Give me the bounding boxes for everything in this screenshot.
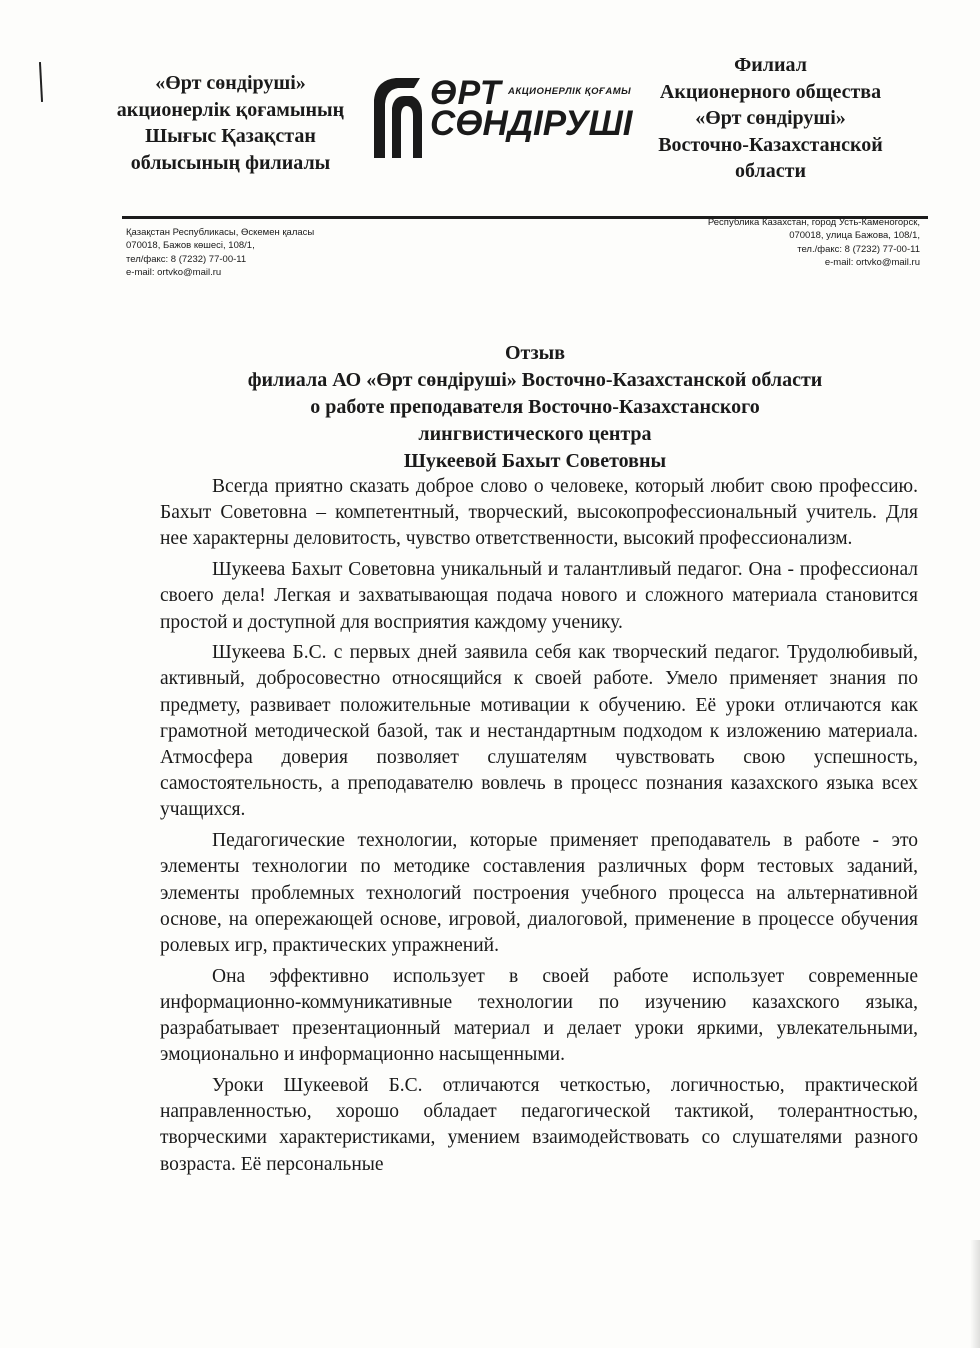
- address-line: тел/факс: 8 (7232) 77-00-11: [126, 253, 247, 265]
- title-line: филиала АО «Өрт сөндіруші» Восточно-Казахстанской области: [247, 369, 823, 391]
- header-right-line: Восточно-Казахстанской: [658, 133, 883, 156]
- address-email: e-mail: ortvko@mail.ru: [126, 266, 222, 278]
- logo-tagline: АКЦИОНЕРЛІК ҚОҒАМЫ: [508, 86, 632, 97]
- title-line: о работе преподавателя Восточно-Казахстанского: [310, 396, 760, 418]
- header-right-line: «Өрт сөндіруші»: [695, 107, 846, 129]
- body-paragraph: Шукеева Б.С. с первых дней заявила себя как творческий педагог. Трудолюбивый, активный, добросовестно относящийся к своей работе. Умело применяет знания по предмету, развивает положительные мотивации к обучению. Её уроки отличаются как грамотной методической базой, так и нестандартным подходом к изложению материала. Атмосфера доверия позволяет слушателям чувствовать свою успешность, самостоятельность, а преподавателю вовлечь в процесс познания казахского языка всех учащихся.: [160, 642, 918, 821]
- header-left-line: «Өрт сөндіруші»: [155, 72, 306, 94]
- letter-body: [160, 474, 918, 1182]
- body-paragraph: Всегда приятно сказать доброе слово о человеке, который любит свою профессию. Бахыт Советовна – компетентный, творческий, высокопрофессиональный учитель. Для нее характерны деловитость, чувство ответственности, высокий профессионализм.: [160, 476, 918, 550]
- header-russian-block: [628, 52, 913, 185]
- header-right-line: Филиал: [734, 54, 807, 76]
- title-line: Отзыв: [504, 342, 566, 364]
- body-paragraph: Шукеева Бахыт Советовна уникальный и талантливый педагог. Она - профессионал своего дела! Легкая и захватывающая подача нового и сложного материала становится простой и доступной для восприятия каждому ученику.: [160, 559, 918, 633]
- address-russian: [620, 216, 920, 269]
- title-line: лингвистического центра: [418, 423, 652, 445]
- header-left-line: Шығыс Қазақстан: [145, 125, 316, 147]
- header-right-line: Акционерного общества: [659, 80, 882, 103]
- company-logo: [368, 74, 636, 162]
- address-line: Республика Казахстан, город Усть-Каменогорск,: [707, 217, 920, 228]
- header-kazakh-block: [88, 70, 373, 176]
- header-right-line: области: [735, 160, 806, 182]
- logo-word-1: ӨРТ: [430, 74, 502, 112]
- logo-word-2: СӨНДІРУШІ: [430, 104, 633, 143]
- address-line: 070018, улица Бажова, 108/1,: [789, 230, 920, 242]
- header-left-line: акционерлік қоғамының: [116, 98, 345, 121]
- address-email: e-mail: ortvko@mail.ru: [824, 256, 920, 268]
- body-paragraph: Она эффективно использует в своей работе использует современные информационно-коммуникативные технологии по изучению казахского языка, разрабатывает презентационный материал и делает уроки яркими, увлекательными, эмоционально и информационно насыщенными.: [160, 965, 918, 1066]
- scan-edge-shadow: [970, 1240, 980, 1348]
- flame-arch-icon: [368, 74, 430, 160]
- document-title: [120, 340, 950, 475]
- body-paragraph: Уроки Шукеевой Б.С. отличаются четкостью, логичностью, практической направленностью, хорошо обладает педагогической тактикой, толерантностью, творческими характеристиками, умением взаимодействовать со слушателями разного возраста. Её персональные: [160, 1074, 918, 1175]
- address-line: тел./факс: 8 (7232) 77-00-11: [797, 243, 920, 255]
- address-kazakh: [126, 226, 426, 279]
- body-paragraph: Педагогические технологии, которые применяет преподаватель в работе - это элементы технологии по методике составления различных форм тестовых заданий, элементы проблемных технологий построения учебного процесса на альтернативной основе, на опережающей основе, игровой, диалоговой, применение в процессе обучения ролевых игр, практических упражнений.: [160, 830, 918, 956]
- address-line: Қазақстан Республикасы, Өскемен қаласы: [126, 227, 315, 238]
- pen-margin-mark: [39, 62, 43, 102]
- title-line: Шукеевой Бахыт Советовны: [403, 450, 667, 472]
- header-left-line: облысының филиалы: [130, 151, 331, 174]
- address-line: 070018, Бажов көшесі, 108/1,: [126, 240, 255, 252]
